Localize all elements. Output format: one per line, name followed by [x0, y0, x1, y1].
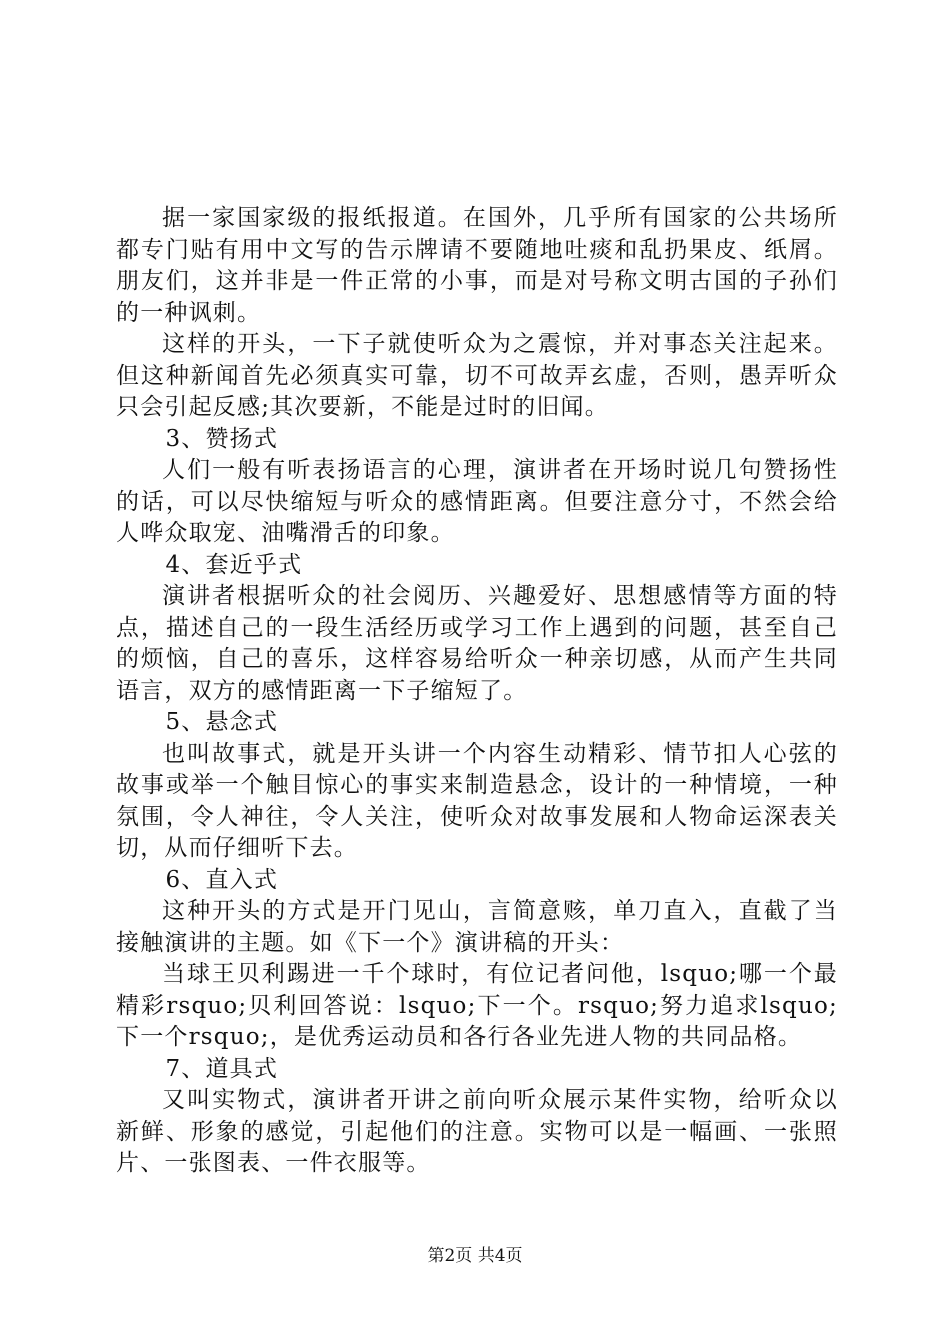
paragraph-suspense: 也叫故事式，就是开头讲一个内容生动精彩、情节扣人心弦的故事或举一个触目惊心的事实来制造悬念，设计的一种情境，一种氛围，令人神往，令人关注，使听众对故事发展和人物命运深表关切，从而仔细听下去。	[116, 740, 838, 861]
section-heading-prop: 7、道具式	[165, 1055, 279, 1082]
paragraph-prop: 又叫实物式，演讲者开讲之前向听众展示某件实物，给听众以新鲜、形象的感觉，引起他们的注意。实物可以是一幅画、一张照片、一张图表、一件衣服等。	[116, 1087, 838, 1176]
paragraph-praise: 人们一般有听表扬语言的心理，演讲者在开场时说几句赞扬性的话，可以尽快缩短与听众的感情距离。但要注意分寸，不然会给人哗众取宠、油嘴滑舌的印象。	[116, 457, 838, 546]
section-heading-direct: 6、直入式	[165, 866, 279, 893]
section-heading-suspense: 5、悬念式	[165, 709, 279, 735]
paragraph-direct-example: 当球王贝利踢进一千个球时，有位记者问他，lsquo;哪一个最精彩rsquo;贝利回答说：lsquo;下一个。rsquo;努力追求lsquo;下一个rsquo;，是优秀运动员和各行各业先进人物的共同品格。	[116, 961, 838, 1050]
page-number-footer: 第2页 共4页	[427, 1246, 523, 1266]
paragraph-rapport: 演讲者根据听众的社会阅历、兴趣爱好、思想感情等方面的特点，描述自己的一段生活经历或学习工作上遇到的问题，甚至自己的烦恼，自己的喜乐，这样容易给听众一种亲切感，从而产生共同语言，双方的感情距离一下子缩短了。	[116, 583, 838, 704]
section-heading-praise: 3、赞扬式	[165, 425, 279, 452]
paragraph-news-comment: 这样的开头，一下子就使听众为之震惊，并对事态关注起来。但这种新闻首先必须真实可靠，切不可故弄玄虚，否则，愚弄听众只会引起反感;其次要新，不能是过时的旧闻。	[116, 331, 838, 420]
section-heading-rapport: 4、套近乎式	[165, 551, 303, 578]
paragraph-news-example: 据一家国家级的报纸报道。在国外，几乎所有国家的公共场所都专门贴有用中文写的告示牌请不要随地吐痰和乱扔果皮、纸屑。朋友们，这并非是一件正常的小事，而是对号称文明古国的子孙们的一种讽刺。	[116, 205, 838, 326]
paragraph-direct: 这种开头的方式是开门见山，言简意赅，单刀直入，直截了当接触演讲的主题。如《下一个》演讲稿的开头：	[116, 898, 838, 956]
document-body	[116, 203, 838, 1180]
